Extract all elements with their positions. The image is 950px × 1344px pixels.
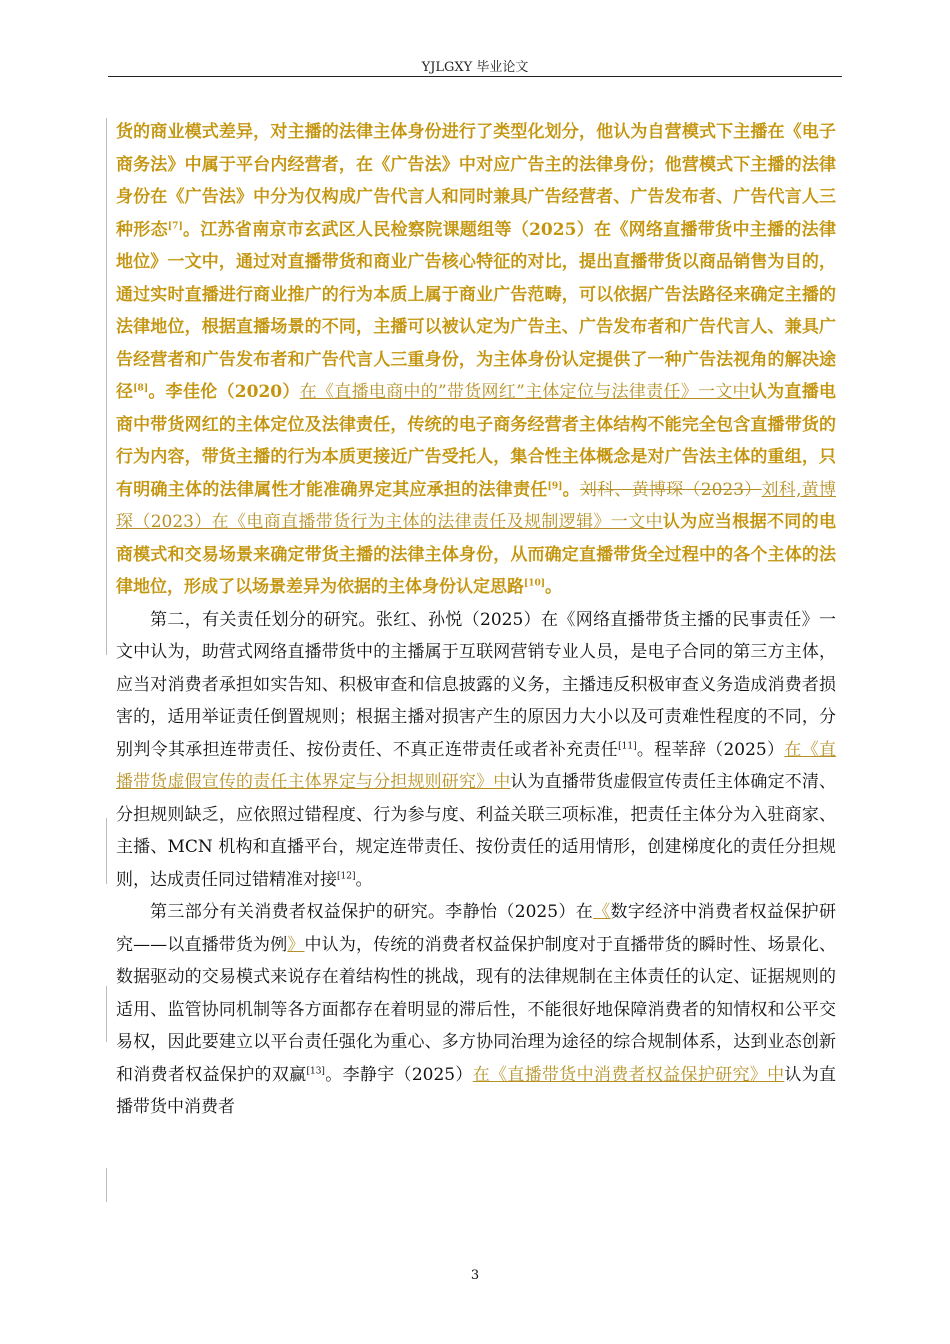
text-run: 认为直播带货虚假宣传责任主体确定不清、分担规则缺乏，应依照过错程度、行为参与度、利益关联三项标准，把责任主体分为入驻商家、主播、MCN 机构和直播平台，规定连带责任、按份责任的适用情形，创建梯度化的责任分担规则，达成责任同过错精准对接 [116,772,837,890]
text-run: 数字经济中消费者权益保护研究——以直播带货为例 [116,902,837,955]
text-run: 货的商业模式差异，对主播的法律主体身份进行了类型化划分，他认为自营模式下主播在《电子商务法》中属于平台内经营者，在《广告法》中对应广告主的法律身份；他营模式下主播的法律身份在《广告法》中分为仅构成广告代言人和同时兼具广告经营者、广告发布者、广告代言人三种形态 [116,122,836,240]
citation-9: [9] [547,480,563,491]
text-run: 。 [562,479,580,500]
page-header: YJLGXY 毕业论文 [421,60,529,75]
text-run: 。李佳伦（2020） [148,382,300,402]
citation-8: [8] [133,383,149,394]
citation-7: [7] [167,220,183,231]
text-run: 第三部分有关消费者权益保护的研究。李静怡（2025）在 [150,902,594,922]
tracked-deletion[interactable]: 刘科、黄博琛（2023） [579,479,762,500]
citation-13: [13] [306,1065,325,1076]
header-rule [108,76,842,77]
text-run: 认为直播带货中消费者 [116,1064,837,1117]
text-run: 。 [545,577,563,597]
text-run: 。李静宇（2025） [324,1064,473,1085]
change-bar [106,986,107,1042]
tracked-insertion[interactable]: 在《直播带货虚假宣传的责任主体界定与分担规则研究》中 [116,739,837,792]
citation-10: [10] [524,578,546,589]
change-bar [106,818,107,884]
change-bar [106,1168,107,1202]
paragraph-liability [116,604,836,897]
paragraph-consumer-protection [116,896,836,1124]
citation-12: [12] [337,870,356,881]
tracked-insertion[interactable]: 在《直播带货中消费者权益保护研究》中 [472,1064,785,1085]
change-bar [106,118,107,655]
document-body [116,116,836,1124]
page-number: 3 [470,1268,480,1283]
paragraph-subject-identity [116,116,836,604]
text-run: 第二，有关责任划分的研究。张红、孙悦（2025）在《网络直播带货主播的民事责任》一文中认为，助营式网络直播带货中的主播属于互联网营销专业人员，是电子合同的第三方主体，应当对消费者承担如实告知、积极审查和信息披露的义务，主播违反积极审查义务造成消费者损害的，适用举证责任倒置规则；根据主播对损害产生的原因力大小以及可责难性程度的不同，分别判令其承担连带责任、按份责任、不真正连带责任或者补充责任 [116,609,836,760]
text-run: 中认为，传统的消费者权益保护制度对于直播带货的瞬时性、场景化、数据驱动的交易模式来说存在着结构性的挑战，现有的法律规制在主体责任的认定、证据规则的适用、监管协同机制等各方面都存在着明显的滞后性，不能很好地保障消费者的知情权和公平交易权，因此要建立以平台责任强化为重心、多方协同治理为途径的综合规制体系，达到业态创新和消费者权益保护的双赢 [116,934,837,1085]
text-run: 。 [355,869,373,890]
text-run: 。江苏省南京市玄武区人民检察院课题组等（2025）在《网络直播带货中主播的法律地位》一文中，通过对直播带货和商业广告核心特征的对比，提出直播带货以商品销售为目的，通过实时直播进行商业推广的行为本质上属于商业广告范畴，可以依据广告法路径来确定主播的法律地位，根据直播场景的不同，主播可以被认定为广告主、广告发布者和广告代言人、兼具广告经营者和广告发布者和广告代言人三重身份，为主体身份认定提供了一种广告法视角的解决途径 [116,219,836,402]
tracked-insertion[interactable]: 刘科,黄博琛（2023）在《电商直播带货行为主体的法律责任及规制逻辑》一文中 [116,479,837,532]
tracked-insertion[interactable]: 《 [593,902,611,922]
citation-11: [11] [618,740,637,751]
text-run: 。程莘辞（2025） [636,739,785,760]
tracked-insertion[interactable]: 在《直播电商中的”带货网红”主体定位与法律责任》一文中 [299,382,750,402]
tracked-insertion[interactable]: 》 [287,934,305,955]
text-run: 认为应当根据不同的电商模式和交易场景来确定带货主播的法律主体身份，从而确定直播带货全过程中的各个主体的法律地位，形成了以场景差异为依据的主体身份认定思路 [116,512,836,597]
text-run: 认为直播电商中带货网红的主体定位及法律责任，传统的电子商务经营者主体结构不能完全包含直播带货的行为内容，带货主播的行为本质更接近广告受托人，集合性主体概念是对广告法主体的重组，只有明确主体的法律属性才能准确界定其应承担的法律责任 [116,382,837,500]
